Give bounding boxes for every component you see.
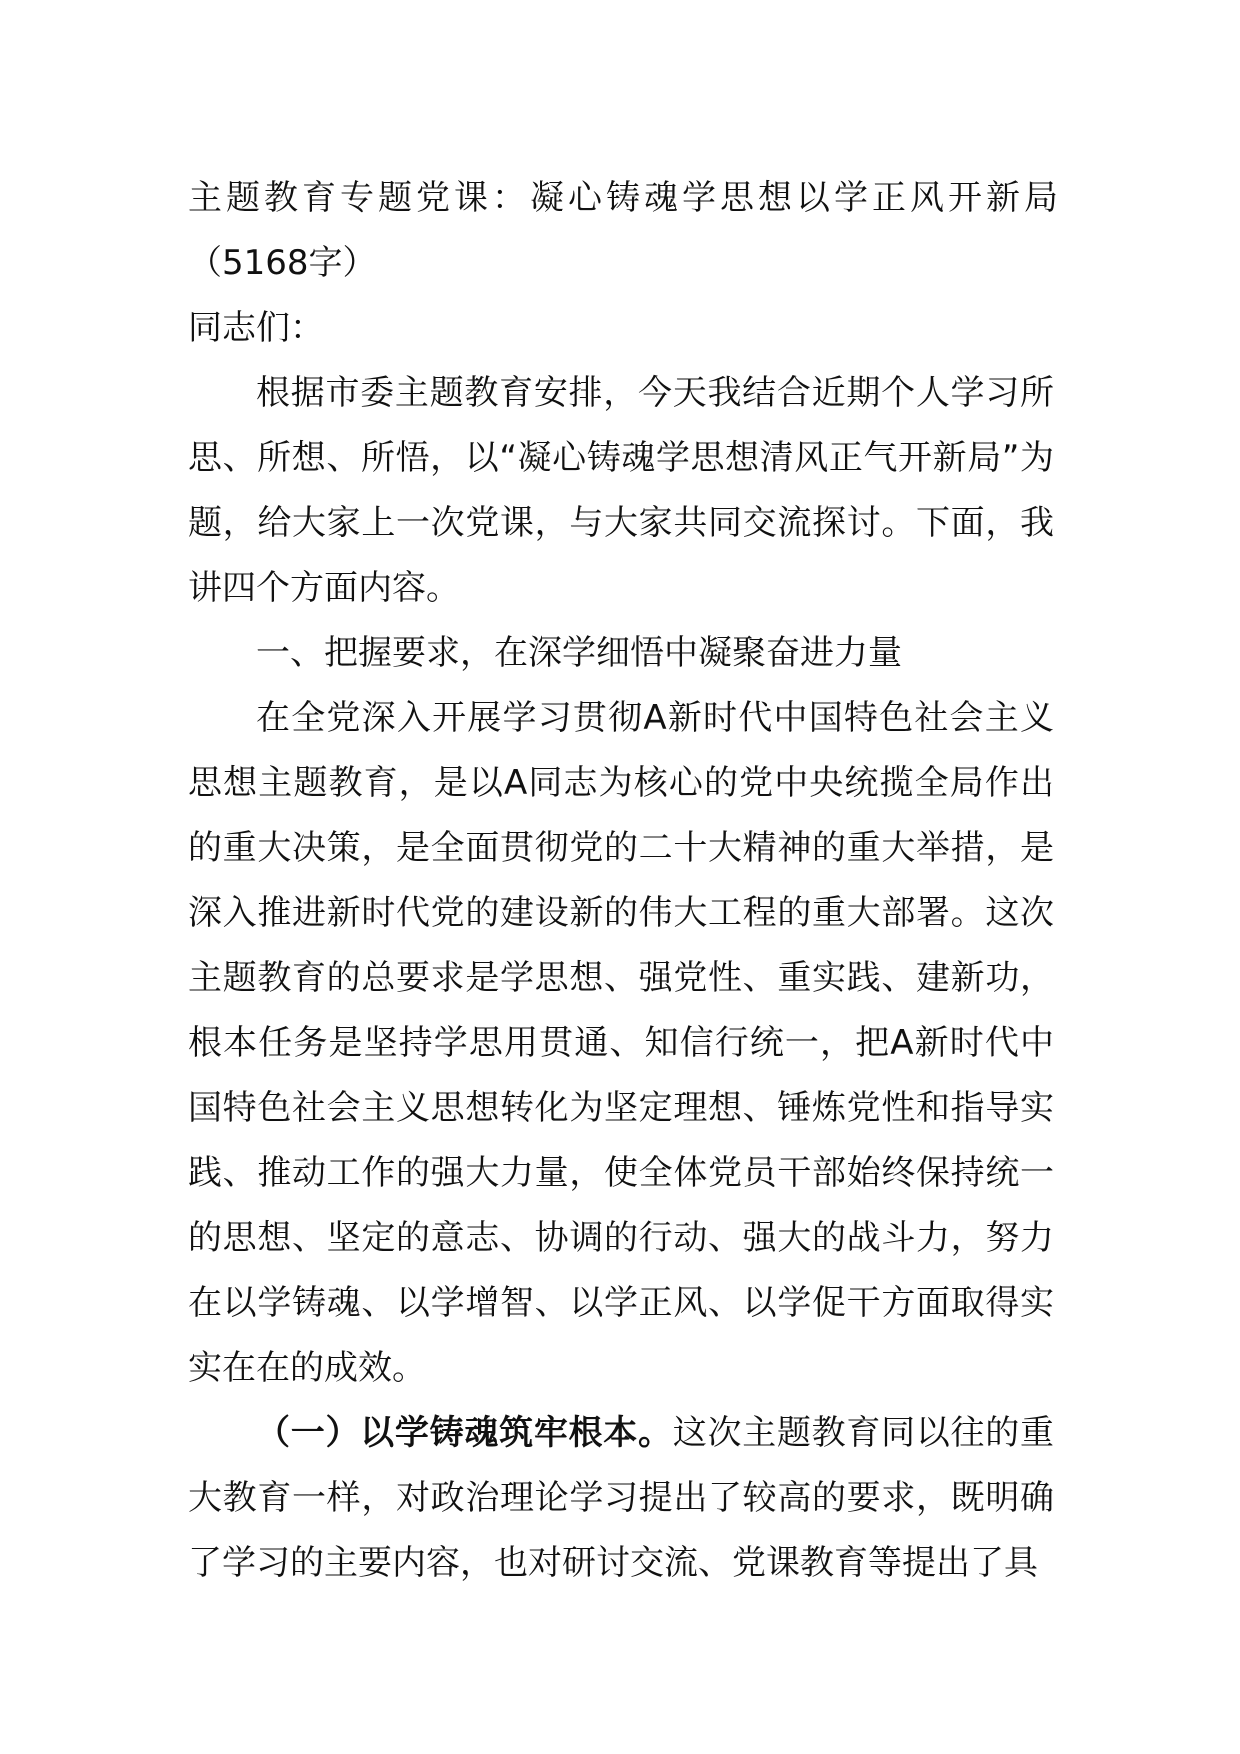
document-word-count: （5168字） <box>188 243 377 283</box>
salutation: 同志们： <box>188 308 324 348</box>
document-page <box>188 166 1062 1596</box>
subsection-paragraph <box>188 1401 1054 1596</box>
document-title: 主题教育专题党课：凝心铸魂学思想以学正风开新局 <box>188 178 1062 218</box>
section-heading: 一、把握要求，在深学细悟中凝聚奋进力量 <box>256 633 902 673</box>
subsection-heading: （一）以学铸魂筑牢根本。 <box>256 1413 673 1453</box>
section-body-paragraph: 在全党深入开展学习贯彻A新时代中国特色社会主义思想主题教育，是以A同志为核心的党中央统揽全局作出的重大决策，是全面贯彻党的二十大精神的重大举措，是深入推进新时代党的建设新的伟大工程的重大部署。这次主题教育的总要求是学思想、强党性、重实践、建新功，根本任务是坚持学思用贯通、知信行统一，把A新时代中国特色社会主义思想转化为坚定理想、锤炼党性和指导实践、推动工作的强大力量，使全体党员干部始终保持统一的思想、坚定的意志、协调的行动、强大的战斗力，努力在以学铸魂、以学增智、以学正风、以学促干方面取得实实在在的成效。 <box>188 698 1054 1388</box>
subsection-body: 这次主题教育同以往的重大教育一样，对政治理论学习提出了较高的要求，既明确了学习的主要内容，也对研讨交流、党课教育等提出了具 <box>188 1413 1055 1583</box>
intro-paragraph: 根据市委主题教育安排，今天我结合近期个人学习所思、所想、所悟，以“凝心铸魂学思想清风正气开新局”为题，给大家上一次党课，与大家共同交流探讨。下面，我讲四个方面内容。 <box>188 373 1054 608</box>
